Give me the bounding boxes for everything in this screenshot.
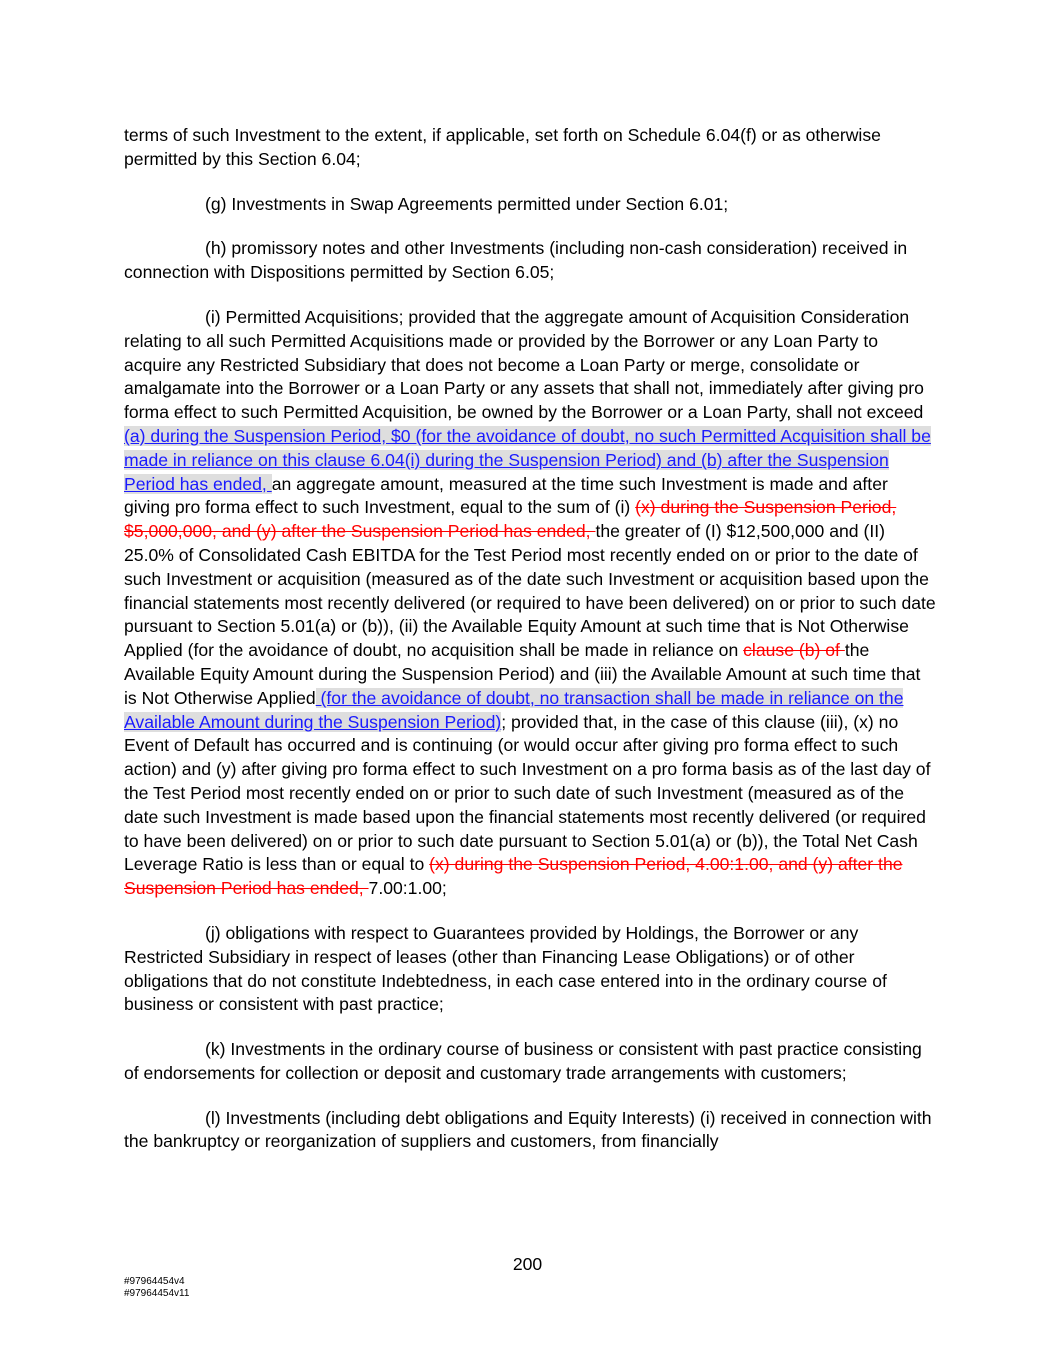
tracked-insertion: (a) during the Suspension Period, $0 (for the avoidance of doubt, no such Permitted Acquisition shall be made in reliance on this clause 6.04(i) during the Suspension Period) and (b) after the Suspension Period has ended, [124, 425, 931, 494]
page-number: 200 [512, 1254, 543, 1274]
tracked-insertion: (for the avoidance of doubt, no transaction shall be made in reliance on the Available Amount during the Suspension Period) [124, 687, 904, 732]
paragraph-text: an aggregate amount, measured at the time such Investment is made and after giving pro forma effect to such Investment, equal to the sum of (i) [124, 473, 888, 518]
document-id-footer [124, 1276, 189, 1300]
paragraph-text: (k) Investments in the ordinary course of business or consistent with past practice consisting of endorsements for collection or deposit and customary trade arrangements with customers; [124, 1039, 922, 1083]
paragraph-text: 7.00:1.00; [368, 878, 447, 899]
document-id: #97964454v4 [124, 1276, 185, 1287]
tracked-deletion: clause (b) of [743, 640, 845, 661]
paragraph-i [124, 306, 936, 901]
paragraph-h [124, 237, 936, 285]
paragraph-l [124, 1107, 936, 1155]
paragraph-text: the greater of (I) $12,500,000 and (II) 25.0% of Consolidated Cash EBITDA for the Test Period most recently ended on or prior to the date of such Investment or acquisition (measured as of the date such Investment or acquisition based upon the financial statements most recently delivered (or required to have been delivered) on or prior to such date pursuant to Section 5.01(a) or (b)), (ii) the Available Equity Amount at such time that is Not Otherwise Applied (for the avoidance of doubt, no acquisition shall be made in reliance on [124, 521, 936, 661]
paragraph-text: ; provided that, in the case of this clause (iii), (x) no Event of Default has occurred and is continuing (or would occur after giving pro forma effect to such action) and (y) after giving pro forma effect to such Investment on a pro forma basis as of the last day of the Test Period most recently ended on or prior to such date of such Investment (measured as of the date such Investment is made based upon the financial statements most recently delivered (or required to have been delivered) on or prior to such date pursuant to Section 5.01(a) or (b)), the Total Net Cash Leverage Ratio is less than or equal to [124, 711, 931, 875]
paragraph-continuation [124, 124, 936, 172]
paragraph-text: (g) Investments in Swap Agreements permitted under Section 6.01; [205, 193, 729, 214]
paragraph-g [124, 193, 936, 217]
paragraph-text: (h) promissory notes and other Investments (including non-cash consideration) received in connection with Dispositions permitted by Section 6.05; [124, 238, 908, 283]
paragraph-text: terms of such Investment to the extent, if applicable, set forth on Schedule 6.04(f) or as otherwise permitted by this Section 6.04; [124, 125, 881, 169]
paragraph-j [124, 922, 936, 1017]
paragraph-k [124, 1038, 936, 1086]
paragraph-text: (j) obligations with respect to Guarantees provided by Holdings, the Borrower or any Restricted Subsidiary in respect of leases (other than Financing Lease Obligations) or of other obligations that do not constitute Indebtedness, in each case entered into in the ordinary course of business or consistent with past practice; [124, 922, 887, 1015]
paragraph-text: the Available Equity Amount during the Suspension Period) and (iii) the Available Amount at such time that is Not Otherwise Applied [124, 640, 921, 708]
document-id: #97964454v11 [124, 1288, 190, 1299]
paragraph-text: (i) Permitted Acquisitions; provided that the aggregate amount of Acquisition Consideration relating to all such Permitted Acquisitions made or provided by the Borrower or any Loan Party to acquire any Restricted Subsidiary that does not become a Loan Party or merge, consolidate or amalgamate into the Borrower or a Loan Party or any assets that shall not, immediately after giving pro forma effect to such Permitted Acquisition, be owned by the Borrower or a Loan Party, shall not exceed [124, 306, 924, 423]
page-body [124, 124, 936, 1175]
tracked-deletion: (x) during the Suspension Period, 4.00:1.00, and (y) after the Suspension Period has ended, [124, 854, 903, 899]
tracked-deletion: (x) during the Suspension Period, $5,000,000, and (y) after the Suspension Period has ended, [124, 497, 897, 542]
paragraph-text: (l) Investments (including debt obligations and Equity Interests) (i) received in connection with the bankruptcy or reorganization of suppliers and customers, from financially [124, 1107, 932, 1152]
